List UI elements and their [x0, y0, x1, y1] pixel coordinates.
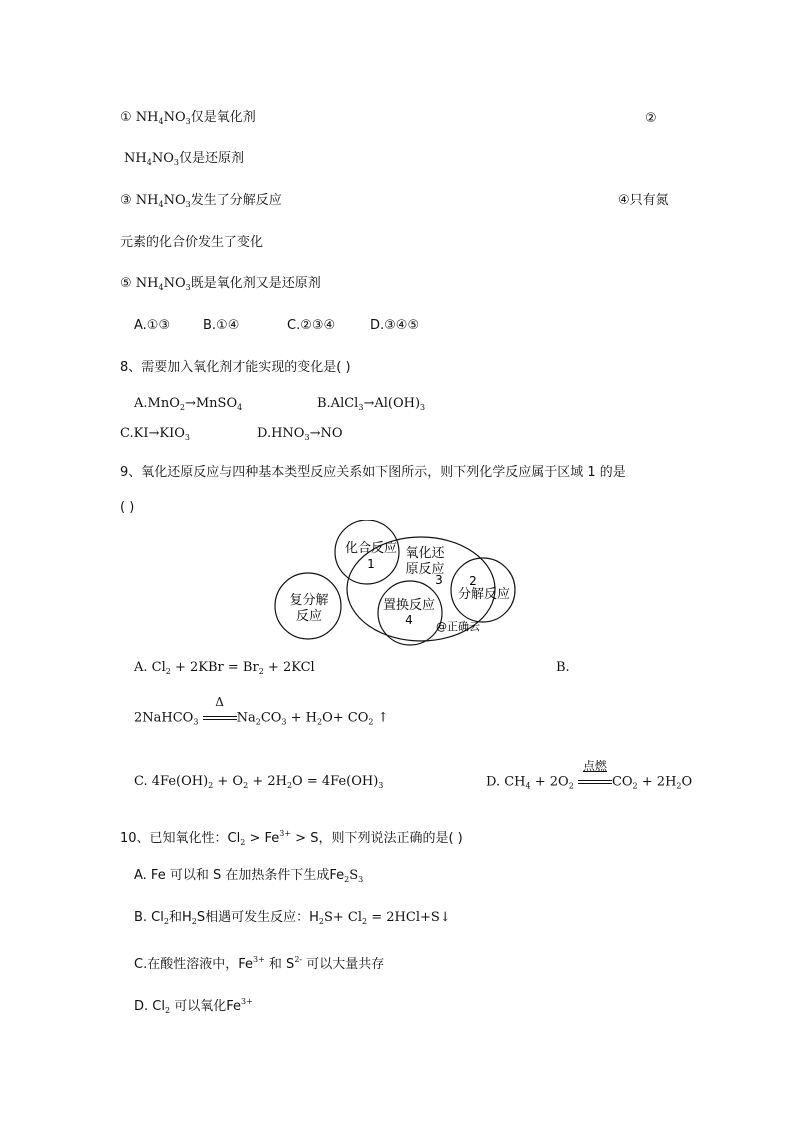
q9-option-c: C. $4Fe(OH)_2 + O_2 + 2H_2O = 4Fe(OH)_3$	[134, 774, 384, 790]
q9-option-b-label: B.	[556, 660, 570, 675]
q10-stem: 10、已知氧化性：$Cl_2 > Fe^{3+} > S$，则下列说法正确的是( )	[120, 829, 463, 847]
ignite-arrow: 点燃	[578, 774, 612, 790]
item-3: ③ $NH_4NO_3$发生了分解反应	[120, 193, 282, 209]
q9-answer-paren: ( )	[120, 500, 135, 515]
item-2: $NH_4NO_3$仅是还原剂	[124, 151, 244, 167]
q8-option-b: $B.AlCl_3\to Al(OH)_3$	[317, 396, 426, 412]
decomposition-label: 分解反应	[457, 587, 511, 602]
item-2-number: ②	[645, 111, 657, 126]
region-3-label: 3	[435, 573, 443, 587]
displacement-label: 置换反应	[382, 598, 436, 613]
watermark: @正确云	[436, 620, 480, 633]
q10-option-d: D. $Cl_2$ 可以氧化$Fe^{3+}$	[134, 997, 253, 1015]
item-4-continuation: 元素的化合价发生了变化	[120, 235, 264, 250]
q9-option-b-equation: 2NaHCO$_3$ Δ $Na_2CO_3 + H_2O+ CO_2$ ↑	[134, 695, 389, 727]
q10-option-a: A. Fe 可以和 S 在加热条件下生成$Fe_2S_3$	[134, 868, 364, 884]
q10-option-c: C.在酸性溶液中，$Fe^{3+}$ 和 $S^{2-}$ 可以大量共存	[134, 955, 385, 972]
heat-arrow: Δ	[203, 710, 237, 726]
redox-label-line1: 氧化还	[405, 546, 445, 561]
q8-stem: 8、需要加入氧化剂才能实现的变化是( )	[120, 360, 351, 375]
q7-option-b: B.①④	[203, 318, 240, 333]
q9-option-d: D. $CH_4 + 2O_2$ 点燃 $CO_2 + 2H_2O$	[486, 759, 693, 791]
q7-option-d: D.③④⑤	[370, 318, 420, 333]
q10-option-b: B. $Cl_2$和$H_2S$相遇可发生反应：$H_2S+ Cl_2$ = 2HCl+S↓	[134, 910, 451, 926]
q8-option-a: A.MnO$_2$→MnSO$_4$	[134, 396, 243, 412]
q9-stem: 9、氧化还原反应与四种基本类型反应关系如下图所示，则下列化学反应属于区域 1 的是	[120, 465, 626, 480]
q7-option-a: A.①③	[134, 318, 171, 333]
q8-option-c: $C.KI\to KIO_3$	[120, 426, 190, 442]
reaction-type-diagram	[270, 520, 530, 648]
redox-label-line2: 原反应	[405, 562, 445, 577]
item-5: ⑤ $NH_4NO_3$既是氧化剂又是还原剂	[120, 276, 321, 292]
q9-option-a: A. $Cl_2 + 2KBr = Br_2 + 2KCl$	[134, 660, 315, 676]
region-2-label: 2	[469, 574, 477, 588]
double-displacement-label-line1: 复分解	[289, 593, 329, 608]
item-4-start: ④只有氮	[618, 193, 669, 208]
region-1-label: 1	[367, 557, 375, 571]
q7-option-c: C.②③④	[287, 318, 336, 333]
region-4-label: 4	[405, 613, 413, 627]
combination-label: 化合反应	[344, 541, 398, 556]
double-displacement-label-line2: 反应	[295, 609, 323, 624]
q8-option-d: $D.HNO_3\to NO$	[257, 426, 343, 442]
item-1: ① $NH_4NO_3$仅是氧化剂	[120, 110, 256, 126]
